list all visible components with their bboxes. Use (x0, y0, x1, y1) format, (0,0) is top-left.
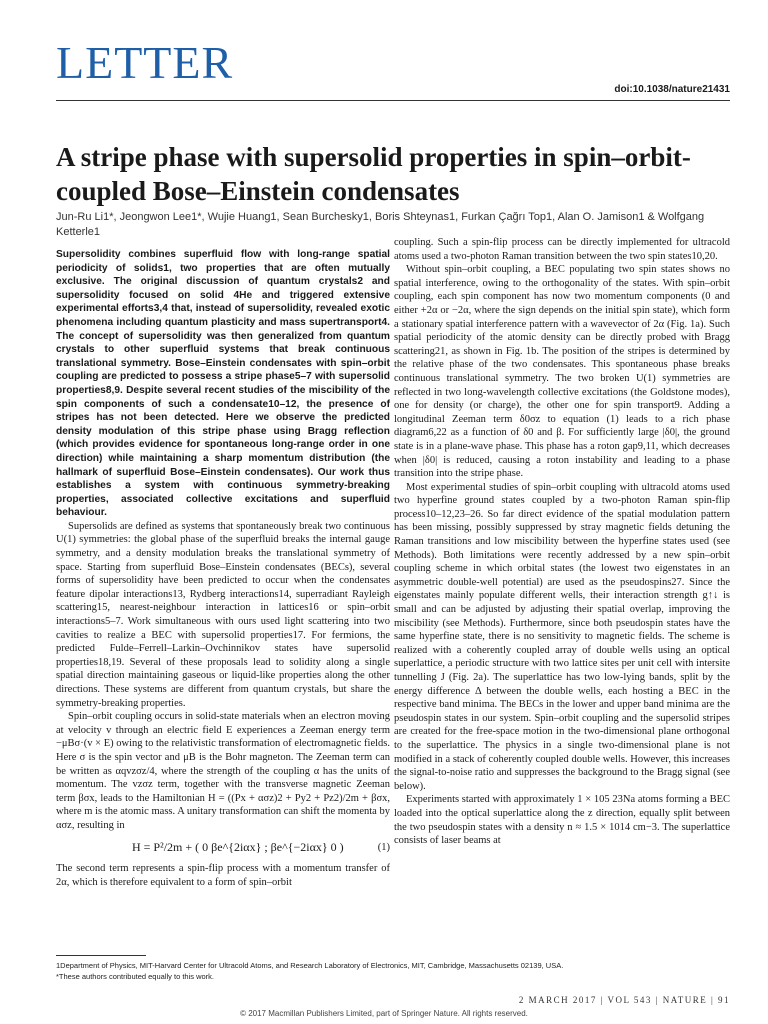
equation-number: (1) (377, 841, 390, 853)
article-title: A stripe phase with supersolid properties in spin–orbit-coupled Bose–Einstein condensates (56, 142, 691, 206)
equal-contribution-footnote: *These authors contributed equally to this work. (56, 972, 215, 981)
equation-block (56, 841, 390, 855)
left-column (56, 248, 390, 889)
author-list: Jun-Ru Li1*, Jeongwon Lee1*, Wujie Huang1, Sean Burchesky1, Boris Shteynas1, Furkan Çağrı Top1, Alan O. Jamison1 & Wolfgang Ketterle1 (56, 211, 705, 238)
right-column (394, 236, 730, 848)
footnotes (56, 960, 736, 982)
doi-link[interactable]: doi:10.1038/nature21431 (614, 84, 730, 95)
journal-section-label: LETTER (56, 37, 234, 88)
header-divider (56, 100, 730, 101)
body-paragraph: Spin–orbit coupling occurs in solid-state materials when an electron moving at velocity v through an electric field E experiences a Zeeman energy term −μBσ·(v × E) owing to the relativistic transformation of electromagnetic fields. Here σ is the spin vector and μB is the Bohr magneton. The Zeeman term can be written as αqvzσz/4, where the strength of the coupling α has the units of momentum. The vzσz term, together with the transverse magnetic Zeeman term βσx, leads to the Hamiltonian H = ((Px + ασz)2 + Py2 + Pz2)/2m + βσx, where m is the atomic mass. A unitary transformation can shift the momenta by ασz, resulting in (56, 711, 390, 831)
copyright-notice: © 2017 Macmillan Publishers Limited, part of Springer Nature. All rights reserved. (240, 1009, 528, 1018)
equation-1: H = P²/2m + ( 0 βe^{2iαx} ; βe^{−2iαx} 0 ) (132, 839, 344, 854)
body-paragraph: Supersolids are defined as systems that spontaneously break two continuous U(1) symmetries: the global phase of the superfluid breaks the internal gauge symmetry, and a density modulation breaks the translational symmetry of space. Starting from superfluid Bose–Einstein condensates (BECs), several forms of supersolidity have been predicted to occur when the condensates feature dipolar interactions13, Rydberg interactions14, superradiant Rayleigh scattering15, nearest-neighbour interaction in lattices16 or spin–orbit interactions5–7. Work simultaneous with ours used light scattering into two cavities to realize a BEC with supersolid properties17. For fermions, the predicted Fulde–Ferrell–Larkin–Ovchinnikov states have supersolid properties18,19. Several of these proposals lead to solidity along a single spatial direction maintaining gaseous or liquid-like properties along the other directions. These systems are different from quantum crystals, but share the symmetry-breaking properties. (56, 520, 390, 709)
body-paragraph: The second term represents a spin-flip process with a momentum transfer of 2α, which is therefore equivalent to a form of spin–orbit (56, 863, 390, 888)
body-paragraph: Experiments started with approximately 1 × 105 23Na atoms forming a BEC loaded into the optical superlattice along the z direction, equally split between the two pseudospin states with a density n ≈ 1.5 × 1014 cm−3. The superlattice consists of laser beams at (394, 794, 730, 847)
page-info: 2 MARCH 2017 | VOL 543 | NATURE | 91 (518, 995, 730, 1005)
footnote-divider (56, 955, 146, 956)
abstract: Supersolidity combines superfluid flow with long-range spatial periodicity of solids1, two properties that are often mutually exclusive. The original discussion of quantum crystals2 and supersolidity focused on solid 4He and triggered extensive experimental efforts3,4 that, instead of supersolidity, revealed exotic phenomena including quantum plasticity and mass supertransport4. The concept of supersolidity was then generalized from quantum crystals to other superfluid systems that break continuous translational symmetry. Bose–Einstein condensates with spin–orbit coupling are predicted to possess a stripe phase5–7 with supersolid properties8,9. Despite several recent studies of the miscibility of the spin components of such a condensate10–12, the presence of stripes has not been detected. Here we observe the predicted density modulation of this stripe phase using Bragg reflection (which provides evidence for spontaneous long-range order in one direction) while maintaining a sharp momentum distribution (the hallmark of superfluid Bose–Einstein condensates). Our work thus establishes a system with continuous symmetry-breaking properties, associated collective excitations and superfluid behaviour. (56, 249, 390, 519)
body-paragraph: Most experimental studies of spin–orbit coupling with ultracold atoms used two hyperfine ground states coupled by a two-photon Raman spin-flip process10–12,23–26. So far direct evidence of the spatial modulation pattern has been missing, possibly suppressed by stray magnetic fields detuning the Raman transitions and low miscibility between the hyperfine states used (see Methods). Both limitations were recently addressed by a new spin–orbit coupling scheme in which orbital states (the lowest two eigenstates in an asymmetric double-well potential) are used as the pseudospins27. Since the eigenstates mainly populate different wells, their interaction strength g↑↓ is small and can be adjusted by adjusting their spatial overlap, improving the miscibility (see Methods). Furthermore, since both pseudospin states have the same hyperfine state, there is no sensitivity to magnetic fields. The scheme is realized with a coherently coupled array of double wells using an optical superlattice, a periodic structure with two lattice sites per unit cell with intersite tunnelling J (Fig. 2a). The superlattice has two low-lying bands, split by the energy difference Δ between the double wells, each hosting a BEC in the respective band minima. The BECs in the lower and upper band minima are the pseudospin states in our system. Spin–orbit coupling and the supersolid stripes are created for the free-space motion in the two-dimensional plane orthogonal to the superlattice. The physics in a single two-dimensional plane is not modified in a stack of coherently coupled double wells. However, this increases the signal-to-noise ratio and suppresses the background to the Bragg signal (see below). (394, 481, 730, 792)
body-paragraph: Without spin–orbit coupling, a BEC populating two spin states shows no spatial interference, owing to the orthogonality of the states. With spin–orbit coupling, each spin component has now two momentum components (0 and either +2α or −2α, where the sign depends on the initial spin state), which form a stationary spatial interference pattern with a wavevector of 2α (Fig. 1a). Such spatial periodicity of the atomic density can be directly probed with Bragg scattering21, as shown in Fig. 1b. The position of the stripes is determined by the relative phase of the two condensates. This spontaneous phase breaks continuous translational symmetry. The two broken U(1) symmetries are reflected in two long-wavelength collective excitations (the Goldstone modes), one for density (or charge), the other one for spin transport9. Adding a longitudinal Zeeman term δ0σz to equation (1) leads to a rich phase diagram6,22 as a function of δ0 and β. For sufficiently large |δ0|, the ground state is in a plane-wave phase. This phase has a roton gap9,11, which decreases when |δ0| is reduced, causing a roton instability and leading to a phase transition into the stripe phase. (394, 264, 730, 480)
body-paragraph: coupling. Such a spin-flip process can be directly implemented for ultracold atoms used a two-photon Raman transition between the two spin states10,20. (394, 237, 730, 262)
affiliation-footnote: 1Department of Physics, MIT-Harvard Center for Ultracold Atoms, and Research Laboratory of Electronics, MIT, Cambridge, Massachusetts 02139, USA. (56, 961, 564, 970)
